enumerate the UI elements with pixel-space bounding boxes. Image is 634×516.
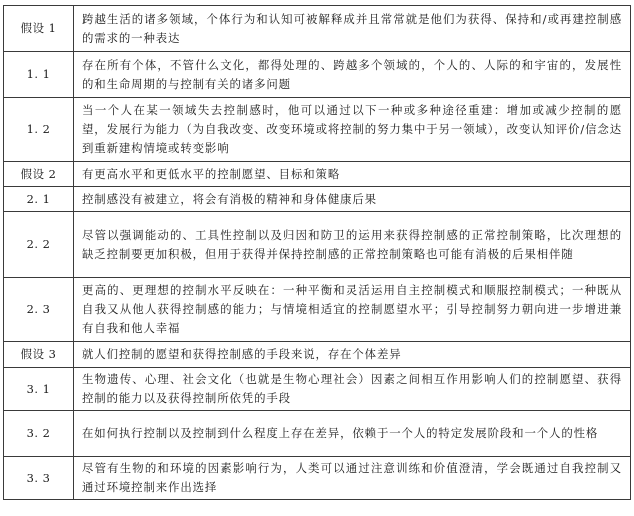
table-row (4, 52, 631, 98)
row-label: 1. 1 (4, 52, 74, 98)
row-text: 跨越生活的诸多领域，个体行为和认知可被解释成并且常常就是他们为获得、保持和/或再建控制感的需求的一种表达 (74, 6, 631, 52)
table-row (4, 278, 631, 342)
row-text: 尽管以强调能动的、工具性控制以及归因和防卫的运用来获得控制感的正常控制策略，比次理想的缺乏控制要更加积极，但用于获得并保持控制感的正常控制策略也可能有消极的后果相伴随 (74, 212, 631, 278)
row-text: 生物遗传、心理、社会文化（也就是生物心理社会）因素之间相互作用影响人们的控制愿望、获得控制的能力以及获得控制所依凭的手段 (74, 368, 631, 411)
row-label: 3. 1 (4, 368, 74, 411)
table-row (4, 98, 631, 162)
table-row (4, 187, 631, 212)
hypotheses-table (3, 5, 631, 500)
row-label: 假设 3 (4, 342, 74, 368)
row-label: 3. 3 (4, 457, 74, 500)
row-label: 假设 1 (4, 6, 74, 52)
row-text: 有更高水平和更低水平的控制愿望、目标和策略 (74, 162, 631, 187)
table-row (4, 368, 631, 411)
table-row (4, 212, 631, 278)
row-label: 2. 2 (4, 212, 74, 278)
row-text: 更高的、更理想的控制水平反映在：一种平衡和灵活运用自主控制模式和顺服控制模式；一种既从自我又从他人获得控制感的能力；与情境相适宜的控制愿望水平；引导控制努力朝向进一步增进兼有自我和他人幸福 (74, 278, 631, 342)
row-label: 3. 2 (4, 411, 74, 457)
table-row (4, 6, 631, 52)
row-text: 在如何执行控制以及控制到什么程度上存在差异，依赖于一个人的特定发展阶段和一个人的性格 (74, 411, 631, 457)
row-text: 控制感没有被建立，将会有消极的精神和身体健康后果 (74, 187, 631, 212)
row-text: 当一个人在某一领域失去控制感时，他可以通过以下一种或多种途径重建：增加或减少控制的愿望，发展行为能力（为自我改变、改变环境或将控制的努力集中于另一领域），改变认知评价/信念达到重新建构情境或转变影响 (74, 98, 631, 162)
table-row (4, 457, 631, 500)
row-text: 就人们控制的愿望和获得控制感的手段来说，存在个体差异 (74, 342, 631, 368)
table-row (4, 342, 631, 368)
row-text: 尽管有生物的和环境的因素影响行为，人类可以通过注意训练和价值澄清，学会既通过自我控制又通过环境控制来作出选择 (74, 457, 631, 500)
row-text: 存在所有个体，不管什么文化，都得处理的、跨越多个领域的，个人的、人际的和宇宙的，发展性的和生命周期的与控制有关的诸多问题 (74, 52, 631, 98)
table-row (4, 162, 631, 187)
row-label: 2. 1 (4, 187, 74, 212)
table-row (4, 411, 631, 457)
row-label: 假设 2 (4, 162, 74, 187)
row-label: 2. 3 (4, 278, 74, 342)
row-label: 1. 2 (4, 98, 74, 162)
